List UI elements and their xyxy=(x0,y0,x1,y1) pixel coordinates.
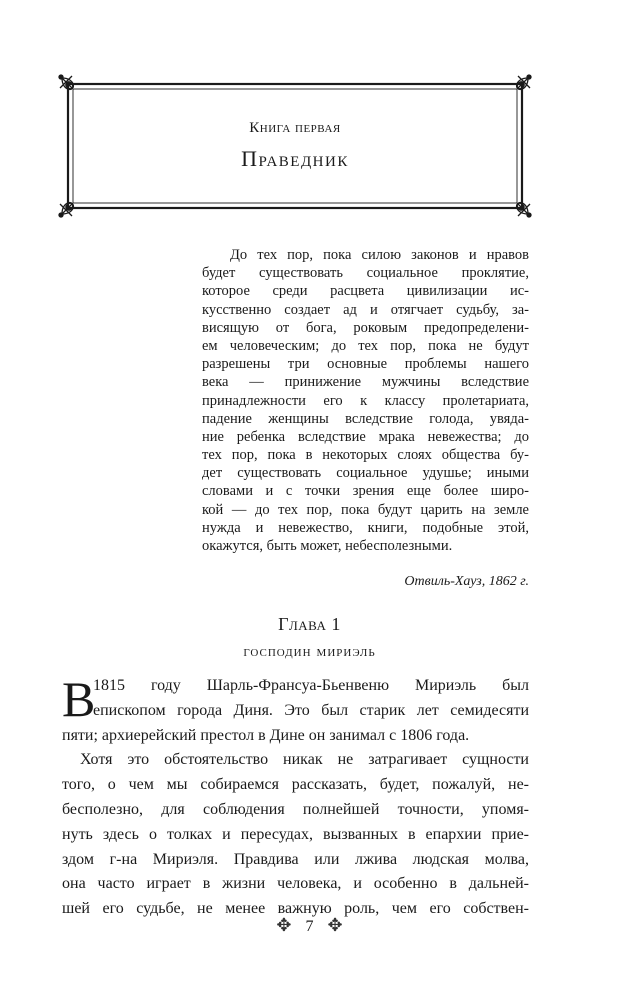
body-line: бесполезно, для соблюдения полнейшей точности, упомя- xyxy=(62,800,529,818)
chapter-label: Глава 1 xyxy=(278,614,341,634)
right-flourish-icon: ✥ xyxy=(327,915,343,935)
drop-cap: В xyxy=(62,671,96,727)
page-footer xyxy=(0,915,619,936)
epigraph-signature: Отвиль-Хауз, 1862 г. xyxy=(404,574,529,589)
epigraph-line: тех пор, пока в некоторых слоях общества бу- xyxy=(202,447,529,464)
body-line: шей его судьбе, не менее важную роль, чем его собствен- xyxy=(62,900,529,918)
body-line: того, о чем мы собираемся рассказать, будет, пожалуй, не- xyxy=(62,776,529,794)
epigraph-line: До тех пор, пока силою законов и нравов xyxy=(230,247,529,263)
epigraph-line: ем человеческим; до тех пор, пока не будут xyxy=(202,337,529,354)
book-title: Книга первая xyxy=(249,120,341,136)
epigraph-line: дет существовать социальное удушье; иными xyxy=(202,465,529,482)
epigraph-line: будет существовать социальное проклятие, xyxy=(202,265,529,282)
epigraph-line: принадлежности его к классу пролетариата, xyxy=(202,392,529,409)
epigraph-line: которое среди расцвета цивилизации ис- xyxy=(202,283,529,300)
body-line: пяти; архиерейский престол в Дине он занимал с 1806 года. xyxy=(62,726,470,744)
epigraph-line: века — принижение мужчины вследствие xyxy=(202,374,529,391)
epigraph-line: окажутся, быть может, небесполезными. xyxy=(202,538,453,554)
body-line: она часто играет в жизни человека, и особенно в дальней- xyxy=(62,875,529,893)
left-flourish-icon: ✥ xyxy=(276,915,292,935)
body-line: нуть здесь о толках и пересудах, вызванных в епархии прие- xyxy=(62,825,529,843)
epigraph-line: кой — до тех пор, пока будут царить на земле xyxy=(202,501,529,518)
body-line: Хотя это обстоятельство никак не затрагивает сущности xyxy=(80,751,529,769)
title-frame xyxy=(58,74,532,218)
chapter-title: господин мириэль xyxy=(243,643,376,660)
body-line: здом г-на Мириэля. Правдива или лжива людская молва, xyxy=(62,850,529,868)
epigraph-line: кусственно создает ад и отягчает судьбу, за- xyxy=(202,301,529,318)
body-text xyxy=(62,671,529,922)
epigraph-line: висящую от бога, роковым предопределени- xyxy=(202,319,529,336)
body-line: епископом города Диня. Это был старик лет семидесяти xyxy=(93,701,529,719)
epigraph-line: ние ребенка вследствие мрака невежества; до xyxy=(202,428,529,445)
epigraph-line: падение женщины вследствие голода, увяда- xyxy=(202,410,529,427)
epigraph-line: словами и с точки зрения еще более широ- xyxy=(202,483,529,500)
page-number: 7 xyxy=(305,918,314,935)
part-title: Праведник xyxy=(241,146,349,171)
epigraph-line: разрешены три основные проблемы нашего xyxy=(202,356,529,373)
epigraph xyxy=(202,246,529,555)
body-line: 1815 году Шарль-Франсуа-Бьенвеню Мириэль был xyxy=(93,677,529,694)
epigraph-line: нужда и невежество, книги, подобные этой, xyxy=(202,519,529,536)
